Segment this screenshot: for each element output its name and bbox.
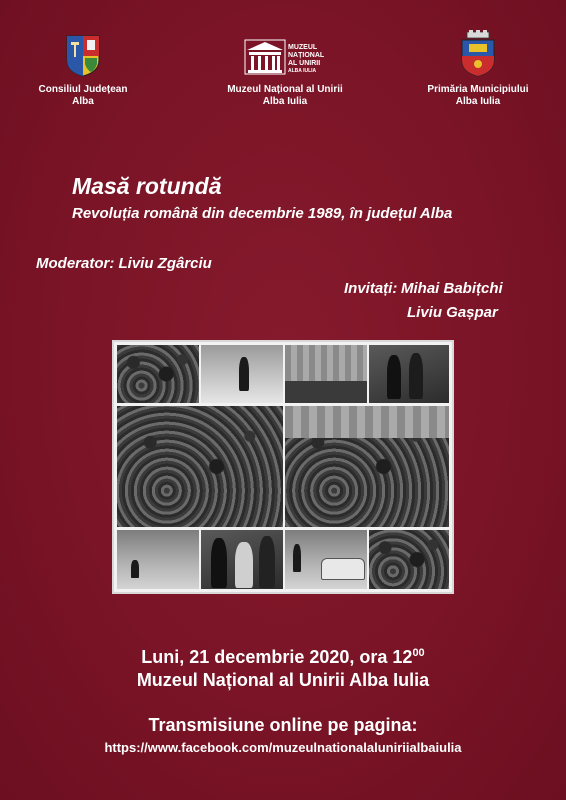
museum-building-icon — [205, 30, 365, 78]
collage-photo-soldiers — [369, 345, 449, 403]
moderator: Moderator: Liviu Zgârciu — [36, 255, 212, 272]
guests-label: Invitați: — [344, 280, 398, 297]
collage-photo-crowd-2 — [369, 530, 449, 589]
event-date — [0, 647, 566, 668]
event-title: Masă rotundă — [72, 173, 222, 199]
guest-2: Liviu Gașpar — [407, 304, 498, 321]
collage-photo-crowd-large-left — [117, 406, 283, 527]
event-date-text: Luni, 21 decembrie 2020, ora 12 — [141, 647, 413, 667]
org2-name-line2: Alba Iulia — [262, 96, 308, 107]
org-muzeul-national — [205, 30, 365, 108]
collage-photo-crowd-large-right — [285, 406, 449, 527]
online-label: Transmisiune online pe pagina: — [148, 715, 418, 735]
photo-collage — [114, 342, 452, 592]
collage-photo-car — [285, 530, 367, 589]
svg-text:NAȚIONAL: NAȚIONAL — [288, 52, 325, 59]
city-coat-of-arms-icon — [408, 30, 548, 78]
org3-name-line2: Alba Iulia — [455, 96, 501, 107]
org-primaria — [408, 30, 548, 108]
svg-text:AL UNIRII: AL UNIRII — [288, 60, 321, 67]
collage-photo-street — [117, 530, 199, 589]
collage-photo-people — [201, 530, 283, 589]
org-consiliul-judetean — [18, 30, 148, 108]
org1-name-line1: Consiliul Județean — [38, 84, 128, 95]
event-subtitle: Revoluția română din decembrie 1989, în județul Alba — [72, 205, 453, 222]
org2-name-line1: Muzeul Național al Unirii — [227, 84, 343, 95]
org1-name-line2: Alba — [72, 96, 94, 107]
org3-name-line1: Primăria Municipiului — [427, 84, 529, 95]
svg-text:ALBA IULIA: ALBA IULIA — [288, 68, 317, 74]
county-coat-of-arms-icon — [18, 30, 148, 78]
collage-photo-building — [285, 345, 367, 403]
event-time-minutes: 00 — [412, 647, 425, 659]
collage-photo-crowd-1 — [117, 345, 199, 403]
facebook-url[interactable]: https://www.facebook.com/muzeulnationalaluniriialbaiulia — [104, 740, 462, 755]
event-venue: Muzeul Național al Unirii Alba Iulia — [136, 670, 430, 690]
collage-photo-soldier — [201, 345, 283, 403]
guest-1: Mihai Babițchi — [401, 280, 503, 297]
svg-text:MUZEUL: MUZEUL — [288, 44, 318, 51]
